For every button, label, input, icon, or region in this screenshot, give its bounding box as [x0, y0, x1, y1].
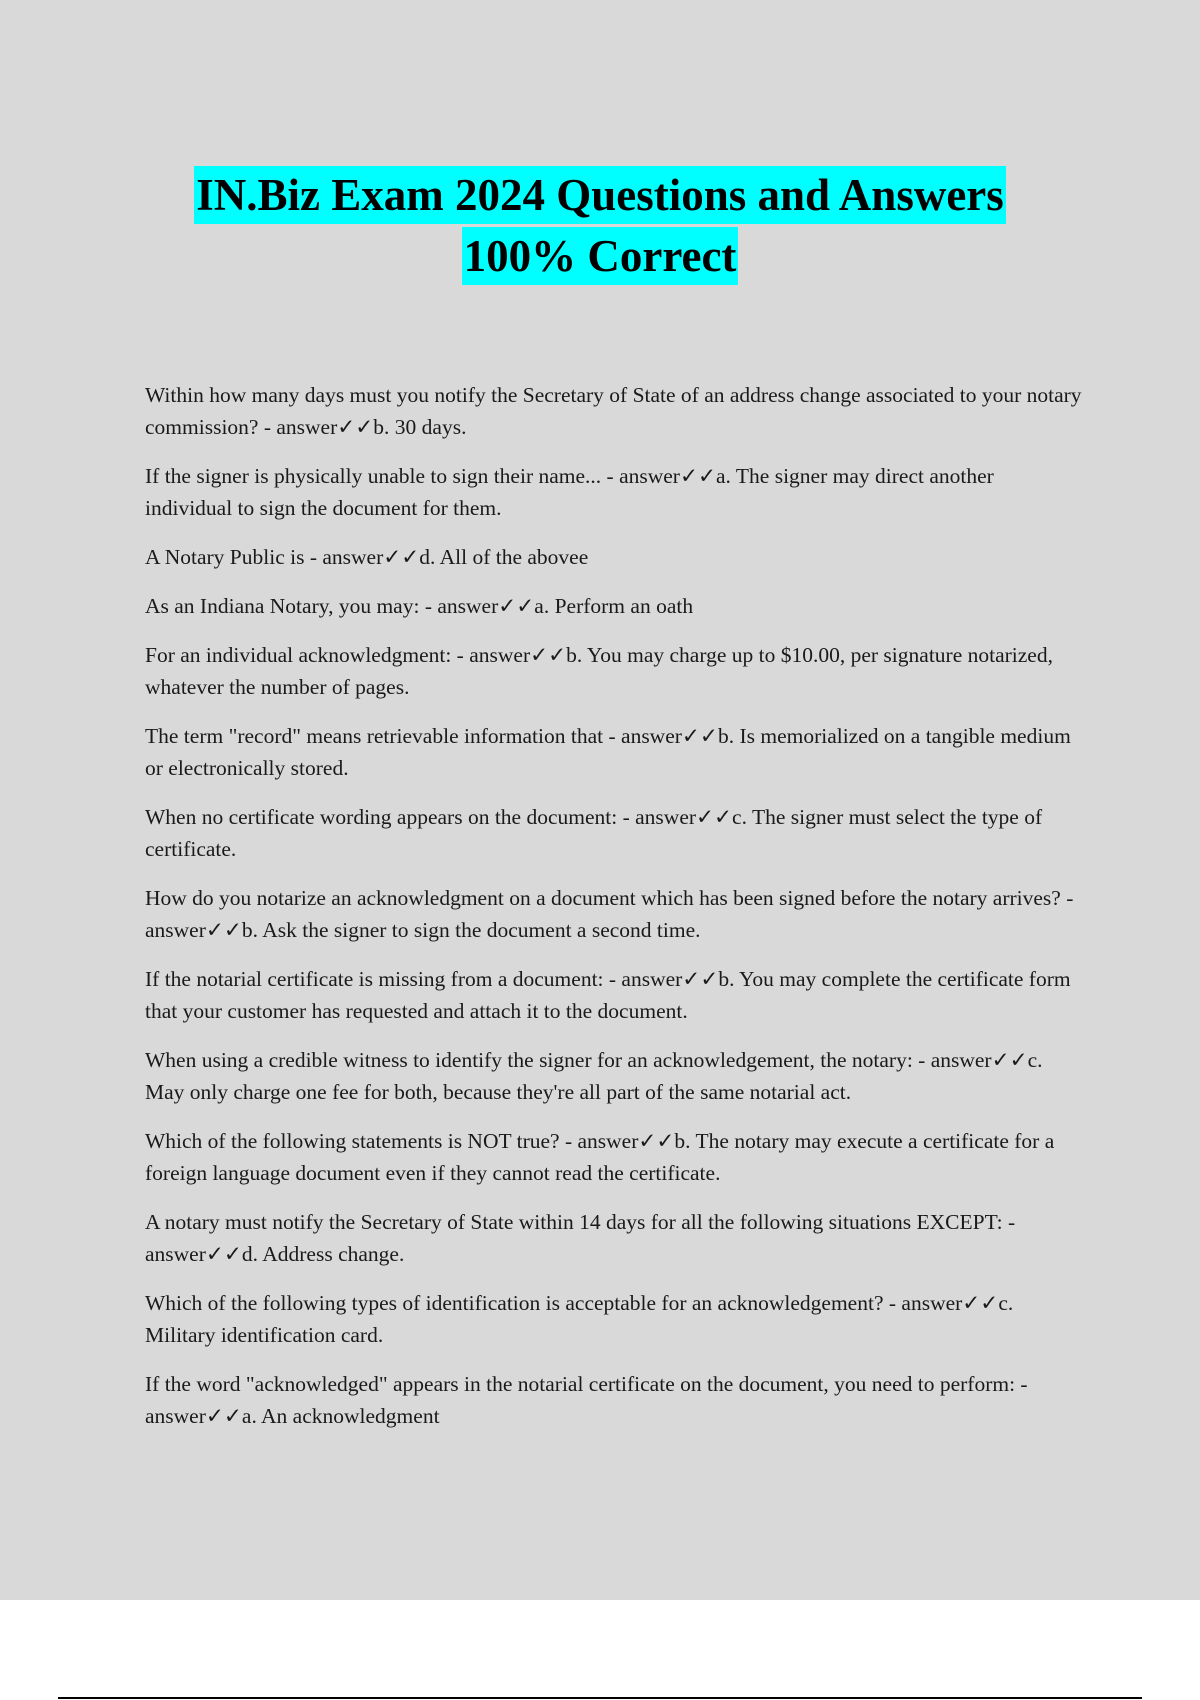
document-title — [0, 166, 1200, 288]
qa-item: Which of the following statements is NOT true? - answer✓✓b. The notary may execute a certificate for a foreign language document even if they cannot read the certificate. — [145, 1129, 1055, 1185]
qa-item: How do you notarize an acknowledgment on a document which has been signed before the notary arrives? - answer✓✓b. Ask the signer to sign the document a second time. — [145, 886, 1074, 942]
qa-list — [145, 379, 1085, 1449]
qa-item: If the signer is physically unable to sign their name... - answer✓✓a. The signer may direct another individual to sign the document for them. — [145, 464, 994, 520]
title-line-2: 100% Correct — [462, 227, 739, 285]
qa-item: If the word "acknowledged" appears in the notarial certificate on the document, you need to perform: - answer✓✓a. An acknowledgment — [145, 1372, 1028, 1428]
qa-item: A notary must notify the Secretary of State within 14 days for all the following situations EXCEPT: - answer✓✓d. Address change. — [145, 1210, 1016, 1266]
qa-item: If the notarial certificate is missing from a document: - answer✓✓b. You may complete the certificate form that your customer has requested and attach it to the document. — [145, 967, 1071, 1023]
qa-item: For an individual acknowledgment: - answer✓✓b. You may charge up to $10.00, per signature notarized, whatever the number of pages. — [145, 643, 1053, 699]
qa-item: Within how many days must you notify the Secretary of State of an address change associated to your notary commission? - answer✓✓b. 30 days. — [145, 383, 1082, 439]
qa-item: When using a credible witness to identify the signer for an acknowledgement, the notary: - answer✓✓c. May only charge one fee for both, because they're all part of the same notarial act. — [145, 1048, 1043, 1104]
footer-divider — [58, 1697, 1142, 1699]
qa-item: When no certificate wording appears on the document: - answer✓✓c. The signer must select the type of certificate. — [145, 805, 1043, 861]
qa-item: The term "record" means retrievable information that - answer✓✓b. Is memorialized on a tangible medium or electronically stored. — [145, 724, 1071, 780]
qa-item: A Notary Public is - answer✓✓d. All of the abovee — [145, 545, 589, 569]
qa-item: Which of the following types of identification is acceptable for an acknowledgement? - answer✓✓c. Military identification card. — [145, 1291, 1014, 1347]
qa-item: As an Indiana Notary, you may: - answer✓✓a. Perform an oath — [145, 594, 694, 618]
title-line-1: IN.Biz Exam 2024 Questions and Answers — [194, 166, 1006, 224]
